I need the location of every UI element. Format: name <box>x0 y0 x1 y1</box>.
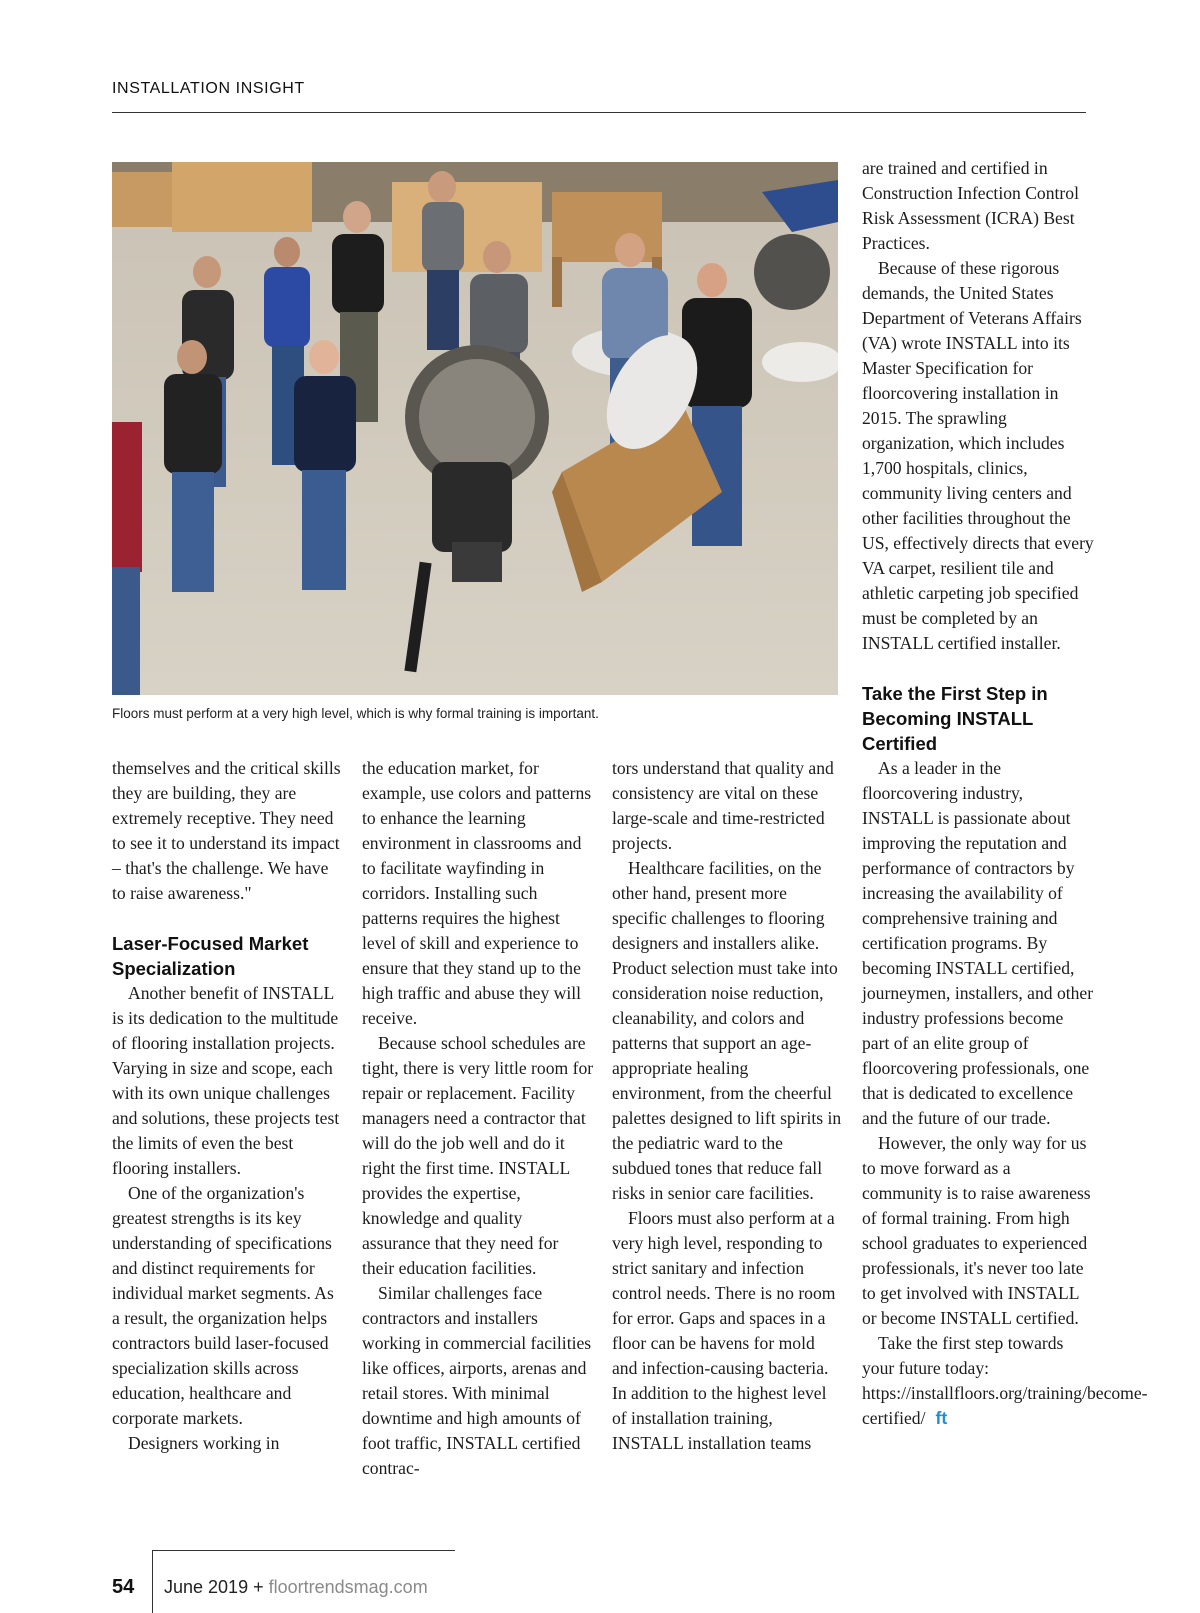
paragraph: are trained and certified in Construction Infection Control Risk Assessment (ICRA) Best Practices. <box>862 158 1079 253</box>
training-photo <box>112 162 838 695</box>
paragraph: As a leader in the floorcovering industry, INSTALL is passionate about improving the reputation and performance of contractors by increasing the availability of comprehensive training and certification programs. By becoming INSTALL certified, journeymen, installers, and other industry professions become part of an elite group of floorcovering professionals, one that is dedicated to excellence and the future of our trade. <box>862 758 1094 1128</box>
issue-date: June 2019 <box>164 1577 249 1597</box>
section-heading: Take the First Step in Becoming INSTALL Certified <box>862 683 1048 754</box>
article-column-1 <box>112 756 344 1456</box>
footer-issue-line <box>164 1577 428 1598</box>
paragraph: the education market, for example, use colors and patterns to enhance the learning environment in classrooms and to facilitate wayfinding in corridors. Installing such patterns requires the highest level of skill and experience to ensure that they stand up to the high traffic and abuse they will receive. <box>362 758 592 1028</box>
section-heading: Laser-Focused Market Specialization <box>112 933 309 979</box>
paragraph: One of the organization's greatest strengths is its key understanding of specifications and distinct requirements for individual market segments. As a result, the organization helps contractors build laser-focused specialization skills across education, healthcare and corporate markets. <box>112 1183 334 1428</box>
training-photo-illustration <box>112 162 838 695</box>
paragraph: However, the only way for us to move forward as a community is to raise awareness of formal training. From high school graduates to experienced professionals, it's never too late to get involved with INSTALL or become INSTALL certified. <box>862 1133 1091 1328</box>
paragraph: Because school schedules are tight, there is very little room for repair or replacement. Facility managers need a contractor that will do the job well and do it right the first time. INSTALL provides the expertise, knowledge and quality assurance that they need for their education facilities. <box>362 1033 594 1278</box>
paragraph: Floors must also perform at a very high level, responding to strict sanitary and infection control needs. There is no room for error. Gaps and spaces in a floor can be havens for mold and infection-causing bacteria. In addition to the highest level of installation training, INSTALL installation teams <box>612 1208 836 1453</box>
end-mark-icon: ft <box>935 1408 948 1428</box>
article-column-3 <box>612 756 844 1456</box>
closing-text: Take the first step towards your future today: https://installfloors.org/training/become-certified/ <box>862 1333 1148 1428</box>
paragraph: themselves and the critical skills they are building, they are extremely receptive. They need to see it to understand its impact – that's the challenge. We have to raise awareness." <box>112 758 341 903</box>
paragraph: Designers working in <box>128 1433 280 1453</box>
page-number: 54 <box>112 1576 135 1598</box>
paragraph: Because of these rigorous demands, the United States Department of Veterans Affairs (VA) wrote INSTALL into its Master Specification for floorcovering installation in 2015. The sprawling organization, which includes 1,700 hospitals, clinics, community living centers and other facilities throughout the US, effectively directs that every VA carpet, resilient tile and athletic carpeting job specified must be completed by an INSTALL certified installer. <box>862 258 1094 653</box>
paragraph: tors understand that quality and consistency are vital on these large-scale and time-restricted projects. <box>612 758 834 853</box>
photo-caption: Floors must perform at a very high level, which is why formal training is important. <box>112 706 599 721</box>
paragraph: Similar challenges face contractors and installers working in commercial facilities like offices, airports, arenas and retail stores. With minimal downtime and high amounts of foot traffic, INSTALL certified contrac- <box>362 1283 592 1478</box>
paragraph: Healthcare facilities, on the other hand, present more specific challenges to flooring designers and installers alike. Product selection must take into consideration noise reduction, cleanability, and colors and patterns that support an age-appropriate healing environment, from the cheerful palettes designed to lift spirits in the pediatric ward to the subdued tones that reduce fall risks in senior care facilities. <box>612 858 842 1203</box>
header-rule <box>112 112 1086 113</box>
paragraph <box>862 1331 1148 1431</box>
site-url: floortrendsmag.com <box>268 1577 428 1597</box>
paragraph: Another benefit of INSTALL is its dedication to the multitude of flooring installation projects. Varying in size and scope, each with its own unique challenges and solutions, these projects test the limits of even the best flooring installers. <box>112 983 340 1178</box>
footer-separator: + <box>253 1577 264 1597</box>
article-column-4 <box>862 156 1148 1431</box>
article-column-2 <box>362 756 594 1481</box>
section-label: INSTALLATION INSIGHT <box>112 80 305 97</box>
